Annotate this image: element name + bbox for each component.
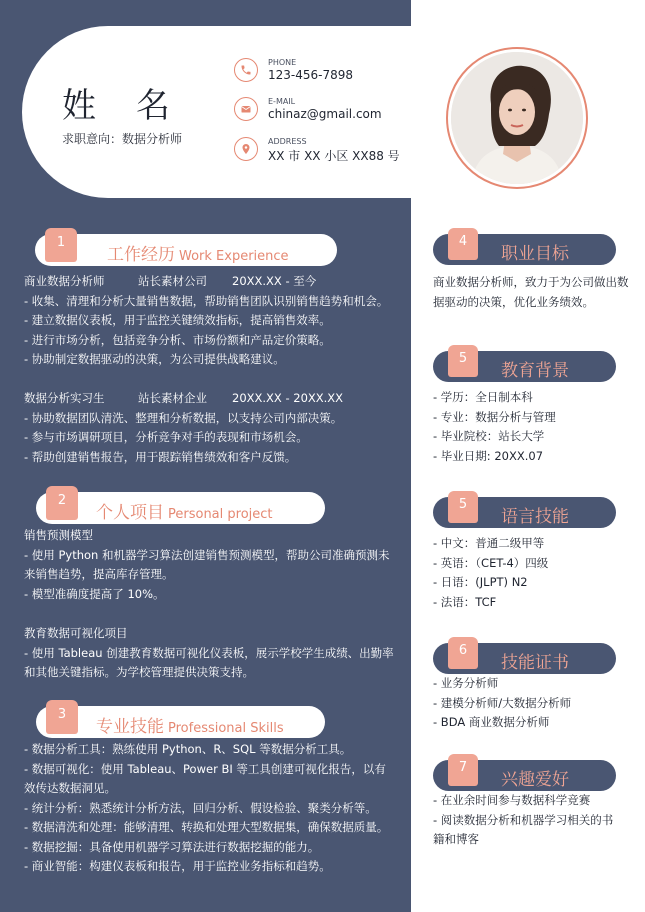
skills-section-header: [36, 706, 325, 738]
section-number: 3: [46, 700, 78, 734]
job-title: 数据分析实习生: [24, 391, 105, 405]
certificates-header: [433, 643, 616, 674]
education-header: [433, 351, 616, 382]
job-objective: 求职意向：数据分析师: [62, 132, 183, 146]
education-item: - 专业：数据分析与管理: [433, 409, 556, 424]
education-body: [433, 388, 633, 466]
job-duty: - 参与市场调研项目，分析竞争对手的表现和市场机会。: [24, 430, 308, 444]
phone-value: 123-456-7898: [268, 68, 354, 82]
photo-frame: [446, 47, 588, 189]
section-title: 教育背景: [501, 361, 569, 381]
section-title: 语言技能: [501, 507, 569, 527]
career-goal-text: 商业数据分析师，致力于为公司做出数据驱动的决策，优化业务绩效。: [433, 275, 629, 309]
section-title: [96, 712, 284, 737]
job-period: 20XX.XX - 20XX.XX: [232, 391, 344, 405]
certificate-item: - 业务分析师: [433, 676, 499, 690]
hobbies-body: [433, 791, 619, 850]
project-name: 销售预测模型: [24, 528, 93, 542]
hobby-item: - 在业余时间参与数据科学竞赛: [433, 793, 591, 807]
phone-icon: [234, 58, 258, 82]
language-item: - 法语：TCF: [433, 594, 497, 609]
section-number: 2: [46, 486, 78, 520]
skill-item: - 数据清洗和处理：能够清理、转换和处理大型数据集，确保数据质量。: [24, 820, 389, 834]
section-title-cn: 工作经历: [107, 245, 175, 265]
education-item: - 毕业日期: 20XX.07: [433, 448, 544, 463]
section-title-cn: 个人项目: [96, 503, 164, 523]
address-label: ADDRESS: [268, 137, 307, 146]
hobby-item: - 阅读数据分析和机器学习相关的书籍和博客: [433, 812, 614, 846]
profile-photo: [451, 52, 583, 184]
section-title: 兴趣爱好: [501, 770, 569, 790]
address-value: XX 市 XX 小区 XX88 号: [268, 149, 400, 163]
job-duty: - 帮助创建销售报告，用于跟踪销售绩效和客户反馈。: [24, 449, 297, 464]
skill-item: - 数据分析工具：熟练使用 Python、R、SQL 等数据分析工具。: [24, 742, 352, 756]
career-goal-body: [433, 273, 631, 312]
email-label: E-MAIL: [268, 97, 296, 106]
language-header: [433, 497, 616, 528]
section-number: 1: [45, 228, 77, 262]
section-number: 5: [448, 345, 478, 377]
section-title-en: Personal project: [168, 507, 273, 522]
job-duty: - 协助制定数据驱动的决策，为公司提供战略建议。: [24, 352, 285, 366]
job-duty: - 协助数据团队清洗、整理和分析数据，以支持公司内部决策。: [24, 410, 343, 425]
education-item: - 毕业院校：站长大学: [433, 429, 545, 443]
skill-item: - 数据挖掘：具备使用机器学习算法进行数据挖掘的能力。: [24, 839, 320, 854]
section-title: [107, 240, 289, 265]
job-title: 商业数据分析师: [24, 274, 105, 288]
section-number: 4: [448, 228, 478, 260]
section-title-en: Work Experience: [179, 249, 289, 264]
language-item: - 中文：普通二级甲等: [433, 536, 545, 550]
skill-item: - 统计分析：熟悉统计分析方法，回归分析、假设检验、聚类分析等。: [24, 800, 377, 815]
location-pin-icon: [234, 137, 258, 161]
job-company: 站长素材公司: [138, 274, 207, 288]
job-duty: - 收集、清理和分析大量销售数据，帮助销售团队识别销售趋势和机会。: [24, 293, 389, 308]
work-section-body-2: [24, 389, 398, 467]
section-title-en: Professional Skills: [168, 721, 284, 736]
section-number: 6: [448, 637, 478, 669]
career-goal-header: [433, 234, 616, 265]
skill-item: - 数据可视化：使用 Tableau、Power BI 等工具创建可视化报告，以有效传达数据洞见。: [24, 761, 386, 795]
language-item: - 英语：（CET-4）四级: [433, 555, 549, 570]
project-section-body-2: [24, 624, 396, 683]
project-extra: - 模型准确度提高了 10%。: [24, 586, 165, 601]
certificates-body: [433, 674, 633, 733]
project-section-body: [24, 526, 396, 604]
skills-section-body: [24, 740, 396, 877]
section-title: 职业目标: [501, 244, 569, 264]
hobbies-header: [433, 760, 616, 791]
job-period: 20XX.XX - 至今: [232, 274, 317, 288]
phone-label: PHONE: [268, 58, 297, 67]
section-number: 5: [448, 491, 478, 523]
project-desc: - 使用 Python 和机器学习算法创建销售预测模型，帮助公司准确预测未来销售趋势，提高库存管理。: [24, 547, 390, 581]
language-item: - 日语：(JLPT) N2: [433, 575, 528, 589]
section-number: 7: [448, 754, 478, 786]
skill-item: - 商业智能：构建仪表板和报告，用于监控业务指标和趋势。: [24, 859, 331, 873]
work-section-header: [35, 234, 337, 266]
section-title: [96, 498, 273, 523]
project-desc: - 使用 Tableau 创建教育数据可视化仪表板，展示学校学生成绩、出勤率和其他关键指标。为学校管理提供决策支持。: [24, 645, 394, 679]
project-section-header: [36, 492, 325, 524]
certificate-item: - 建模分析师/大数据分析师: [433, 695, 572, 710]
email-icon: [234, 97, 258, 121]
job-duty: - 建立数据仪表板，用于监控关键绩效指标，提高销售效率。: [24, 313, 331, 327]
education-item: - 学历：全日制本科: [433, 390, 533, 404]
job-header: [24, 272, 398, 292]
email-value: chinaz@gmail.com: [268, 107, 382, 121]
certificate-item: - BDA 商业数据分析师: [433, 715, 550, 729]
section-title-cn: 专业技能: [96, 717, 164, 737]
language-body: [433, 534, 633, 612]
job-header: [24, 389, 398, 409]
job-company: 站长素材企业: [138, 391, 207, 405]
section-title: 技能证书: [501, 653, 569, 673]
work-section-body: [24, 272, 398, 370]
project-name: 教育数据可视化项目: [24, 626, 128, 640]
candidate-name: 姓名: [62, 86, 210, 126]
job-duty: - 进行市场分析，包括竞争分析、市场份额和产品定价策略。: [24, 332, 331, 347]
